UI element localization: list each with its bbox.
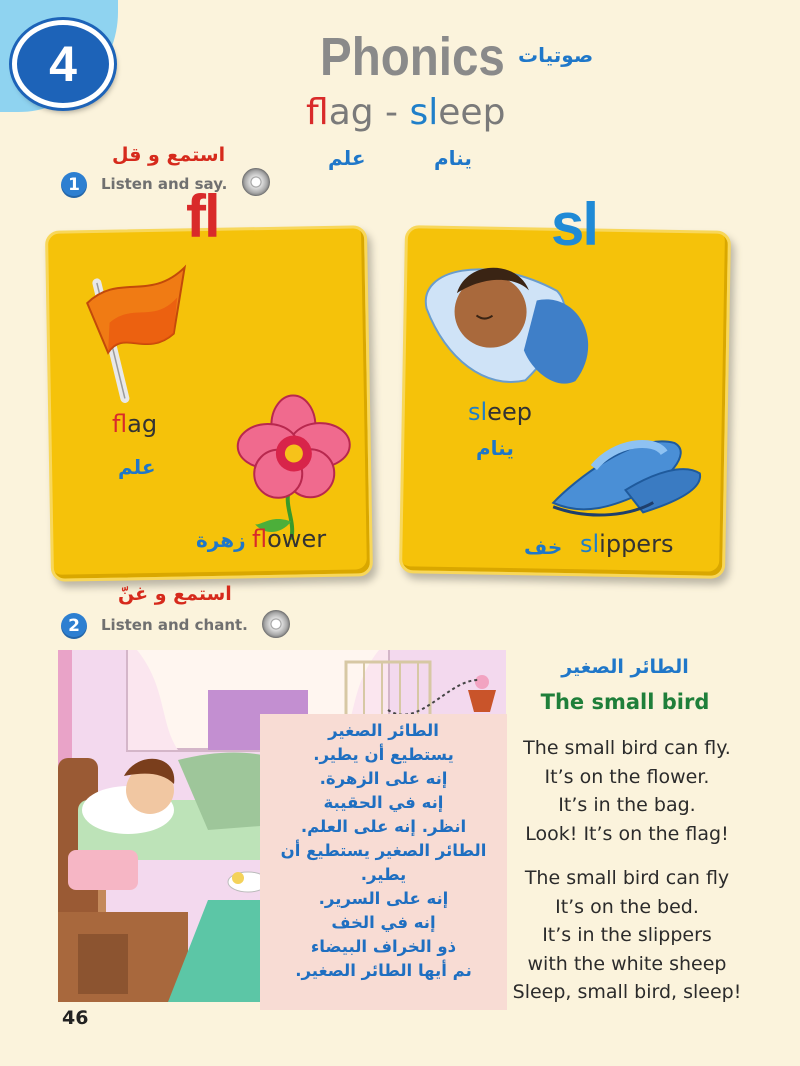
sl-heading: sl [551, 191, 598, 258]
arabic-line: إنه على الزهرة. [319, 769, 448, 788]
arabic-line: انظر. إنه على العلم. [300, 817, 467, 836]
step2-number: 2 [61, 613, 87, 639]
page-title: Phonics [320, 27, 505, 87]
poem-line: It’s in the bag. [558, 794, 696, 816]
step1-instruction: Listen and say. [101, 175, 228, 193]
audio-cd-icon[interactable] [262, 610, 290, 638]
subtitle-ag: ag [328, 92, 374, 133]
poem-line: Look! It’s on the flag! [525, 822, 729, 845]
poem-title-arabic: الطائر الصغير [561, 656, 689, 678]
word-sleep-rest: eep [487, 398, 532, 426]
page-subtitle [306, 92, 505, 133]
word-flag-rest: ag [127, 410, 158, 438]
word-flag-arabic: علم [118, 455, 156, 479]
step1-number: 1 [61, 172, 87, 198]
sleep-gloss-arabic: ينام [434, 146, 472, 170]
poem-line: The small bird can fly. [523, 737, 731, 759]
arabic-line: ذو الخراف البيضاء [310, 937, 457, 956]
sl-card-illustrations [402, 228, 728, 576]
poem-line: The small bird can fly [524, 867, 730, 889]
arabic-line: الطائر الصغير يستطيع أن [280, 841, 487, 860]
poem-line: It’s on the bed. [555, 895, 699, 918]
arabic-line: يستطيع أن يطير. [313, 745, 454, 764]
page-number: 46 [62, 1007, 89, 1029]
word-slippers-prefix: sl [580, 530, 600, 558]
poem-line: It’s in the slippers [542, 924, 712, 946]
subtitle-eep: eep [438, 92, 506, 133]
poem-line: It’s on the flower. [544, 765, 710, 788]
poem-line: with the white sheep [527, 952, 727, 975]
step1-instruction-arabic: استمع و قل [112, 144, 226, 166]
audio-cd-icon[interactable] [242, 168, 270, 196]
word-slippers-arabic: خف [524, 535, 563, 559]
poem-stanza-1 [492, 734, 762, 848]
page-title-arabic: صوتيات [518, 43, 594, 67]
poem-title: The small bird [540, 690, 710, 714]
word-flower [252, 525, 326, 553]
arabic-line: إنه على السرير. [318, 889, 449, 908]
poem-stanza-2 [492, 864, 762, 1007]
word-sleep-prefix: sl [468, 398, 488, 426]
word-flag-prefix: fl [112, 410, 128, 438]
arabic-line: إنه في الحقيبة [323, 793, 444, 812]
unit-number: 4 [49, 36, 77, 92]
flower-icon [237, 395, 351, 541]
subtitle-fl: fl [306, 92, 329, 133]
word-flag [112, 410, 157, 438]
slippers-icon [553, 440, 701, 517]
word-slippers-rest: ippers [599, 530, 674, 558]
word-sleep-arabic: ينام [476, 436, 514, 460]
arabic-line: إنه في الخف [331, 913, 436, 932]
subtitle-dash: - [373, 92, 410, 133]
word-sleep [468, 398, 532, 426]
flag-icon [87, 267, 187, 399]
arabic-translation [262, 719, 505, 983]
arabic-line: يطير. [360, 865, 407, 884]
arabic-line: الطائر الصغير [328, 721, 439, 740]
word-flower-arabic: زهرة [196, 528, 246, 552]
word-flower-rest: ower [267, 525, 327, 553]
flag-gloss-arabic: علم [328, 146, 366, 170]
step2-instruction: Listen and chant. [101, 616, 248, 634]
subtitle-sl: sl [409, 92, 439, 133]
word-slippers [580, 530, 673, 558]
word-flower-prefix: fl [252, 525, 268, 553]
step2-instruction-arabic: استمع و غنّ [118, 583, 232, 605]
sl-card [399, 225, 731, 579]
fl-heading: fl [186, 183, 219, 250]
poem-line: Sleep, small bird, sleep! [512, 981, 742, 1003]
arabic-line: نم أيها الطائر الصغير. [295, 961, 472, 980]
sleeping-boy-icon [424, 267, 589, 385]
